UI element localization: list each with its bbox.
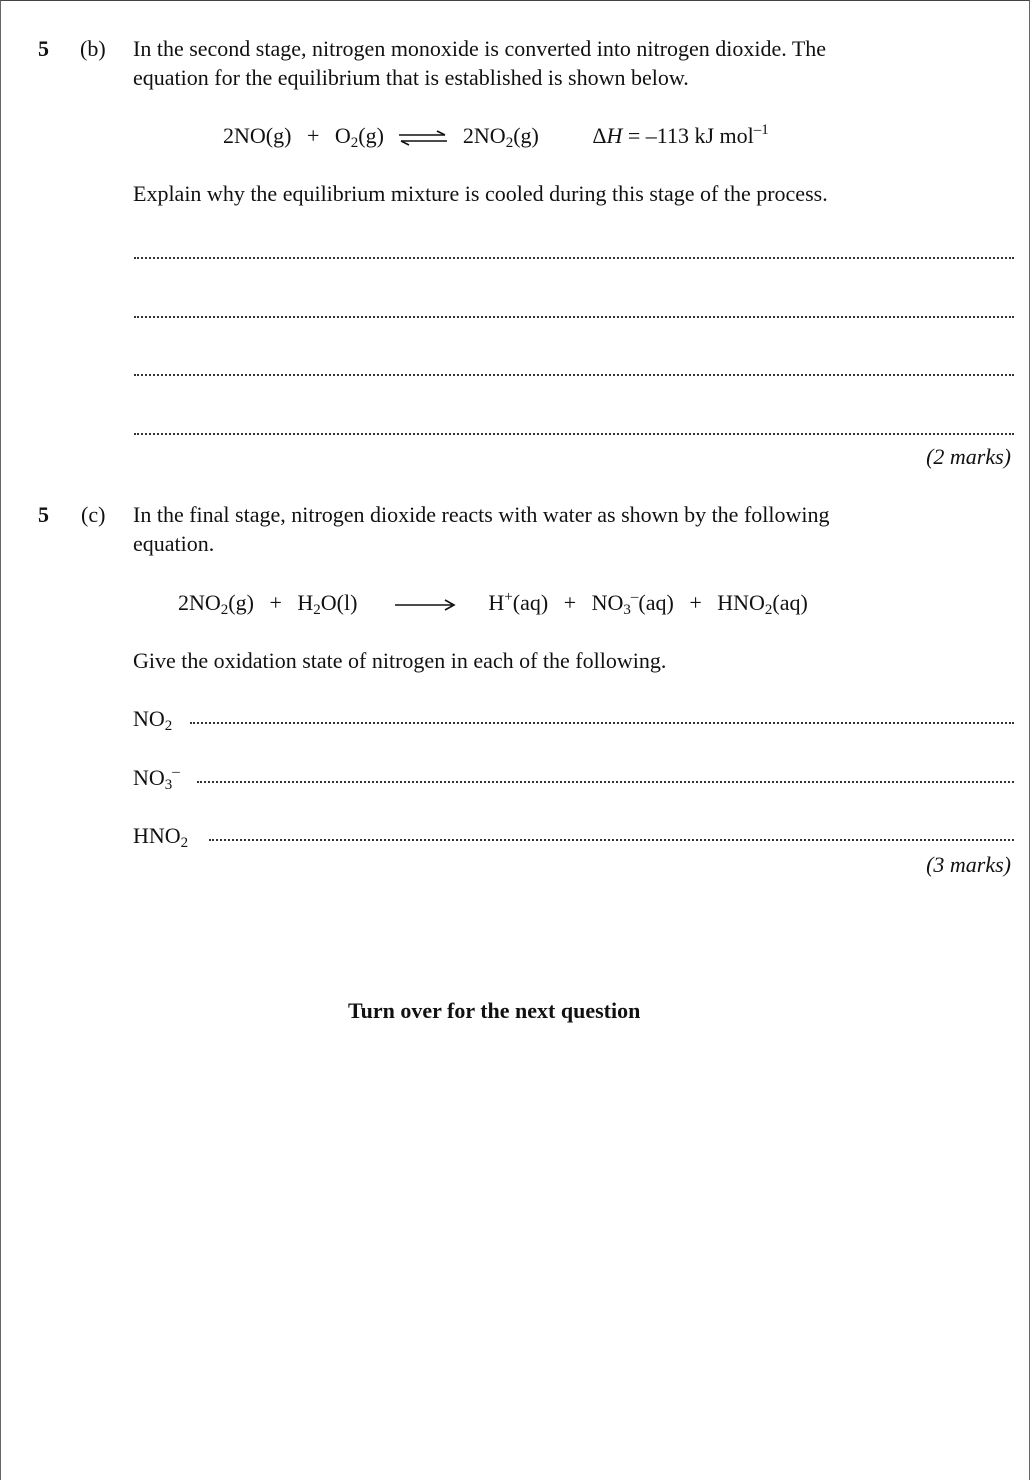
item-hno2-answer-line[interactable]: [209, 839, 1014, 841]
q5b-question: Explain why the equilibrium mixture is cooled during this stage of the process.: [133, 181, 828, 206]
item-no3-label: $NO_3^-$: [133, 764, 180, 793]
equilibrium-arrow-icon: [397, 130, 449, 146]
turn-over-notice: Turn over for the next question: [348, 998, 641, 1023]
q5b-enthalpy: ΔH = –113 kJ mol$^{-1}$: [592, 122, 769, 148]
reaction-arrow-icon: [393, 599, 457, 611]
q5c-eq-rhs-3: $HNO_2(aq)$: [717, 590, 808, 618]
question-number-5b: 5: [38, 36, 49, 61]
q5c-eq-plus-3: +: [689, 590, 702, 615]
q5c-eq-lhs-2: $H_2O(l)$: [297, 590, 358, 618]
q5b-answer-line-4[interactable]: [134, 433, 1014, 435]
q5c-eq-rhs-2: $NO_3^-(aq)$: [591, 589, 674, 618]
q5c-intro-line-1: In the final stage, nitrogen dioxide reacts with water as shown by the following: [133, 502, 830, 527]
q5c-eq-lhs-1: $2NO_2(g)$: [178, 590, 254, 618]
q5b-eq-lhs-1: 2NO(g): [223, 123, 292, 148]
q5c-question: Give the oxidation state of nitrogen in each of the following.: [133, 648, 667, 673]
q5b-intro-line-2: equation for the equilibrium that is established is shown below.: [133, 65, 689, 90]
question-part-b: (b): [80, 36, 106, 61]
q5b-answer-line-2[interactable]: [134, 316, 1014, 318]
q5c-marks: (3 marks): [926, 852, 1011, 877]
q5c-eq-plus-2: +: [563, 590, 577, 615]
q5c-eq-plus-1: +: [269, 590, 282, 615]
item-no3-answer-line[interactable]: [197, 781, 1014, 783]
q5c-intro-line-2: equation.: [133, 531, 215, 556]
q5b-marks: (2 marks): [926, 444, 1011, 469]
q5c-equation: [178, 588, 808, 617]
q5b-answer-line-3[interactable]: [134, 374, 1014, 376]
q5c-eq-rhs-1: H+(aq): [488, 589, 549, 615]
q5b-eq-lhs-2: $O_2(g)$: [334, 123, 384, 151]
question-part-c: (c): [81, 502, 106, 527]
item-hno2-label: $HNO_2$: [133, 823, 189, 851]
q5b-equation: [223, 121, 769, 150]
q5b-answer-line-1[interactable]: [134, 257, 1014, 259]
item-no2-answer-line[interactable]: [190, 722, 1014, 724]
q5b-intro-line-1: In the second stage, nitrogen monoxide is converted into nitrogen dioxide. The: [133, 36, 827, 61]
item-no2-label: $NO_2$: [133, 706, 173, 734]
q5b-eq-rhs: $2NO_2(g)$: [462, 123, 539, 151]
q5b-eq-plus: +: [306, 123, 320, 148]
question-number-5c: 5: [38, 502, 49, 527]
